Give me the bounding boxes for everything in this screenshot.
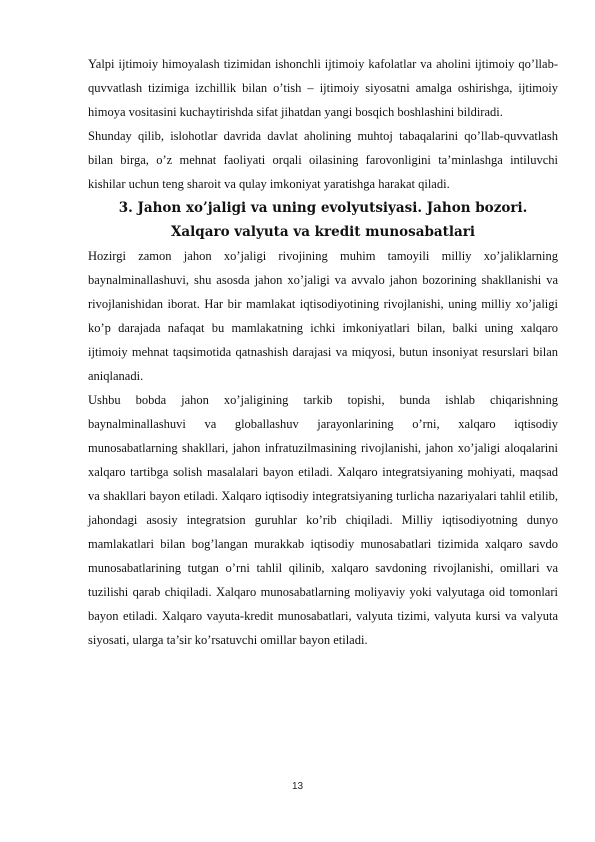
paragraph-reforms: Shunday qilib, islohotlar davrida davlat aholining muhtoj tabaqalarini qo’llab-quvvatlash bilan birga, o’z mehnat faoliyati orqali oilasining farovonligini ta’minlashga intiluvchi kishilar uchun teng sharoit va qulay imkoniyat yaratishga harakat qiladi. (88, 129, 558, 191)
paragraph-social-protection: Yalpi ijtimoiy himoyalash tizimidan ishonchli ijtimoiy kafolatlar va aholini ijtimoiy qo’llab-quvvatlash tizimiga izchillik bilan o’tish – ijtimoiy siyosatni amalga oshirishga, ijtimoiy himoya vositasini kuchaytirishda sifat jihatdan yangi bosqich boshlashini bildiradi. (88, 57, 558, 119)
paragraph-world-economy: Hozirgi zamon jahon xo’jaligi rivojining muhim tamoyili milliy xo’jaliklarning baynalminallashuvi, shu asosda jahon xo’jaligi va avvalo jahon bozorining shakllanishi va rivojlanishidan iborat. Har bir mamlakat iqtisodiyotining rivojlanishi, uning milliy xo’jaligi ko’p darajada nafaqat bu mamlakatning ichki imkoniyatlari bilan, balki uning xalqaro ijtimoiy mehnat taqsimotida qatnashish darajasi va miqyosi, butun insoniyat resurslari bilan aniqlanadi. (88, 249, 558, 383)
page-number: 13 (291, 781, 304, 792)
section-heading: 3. Jahon xo’jaligi va uning evolyutsiyasi. Jahon bozori. Xalqaro valyuta va kredit munosabatlari (118, 200, 528, 240)
document-page (88, 52, 558, 652)
paragraph-chapter-overview: Ushbu bobda jahon xo’jaligining tarkib topishi, bunda ishlab chiqarishning baynalminallashuvi va globallashuv jarayonlarining o’rni, xalqaro iqtisodiy munosabatlarning shakllari, jahon infratuzilmasining rivojlanishi, jahon xo’jaligi aloqalarini xalqaro tartibga solish masalalari bayon etiladi. Xalqaro integratsiyaning mohiyati, maqsad va shakllari bayon etiladi. Xalqaro iqtisodiy integratsiyaning turlicha nazariyalari tahlil etilib, jahondagi asosiy integratsion guruhlar ko’rib chiqiladi. Milliy iqtisodiyotning dunyo mamlakatlari bilan bog’langan murakkab iqtisodiy munosabatlari tizimida xalqaro savdo munosabatlarining tutgan o’rni tahlil qilinib, xalqaro savdoning rivojlanishi, omillari va tuzilishi qarab chiqiladi. Xalqaro munosabatlarning moliyaviy yoki valyutaga oid tomonlari bayon etiladi. Xalqaro vayuta-kredit munosabatlari, valyuta tizimi, valyuta kursi va valyuta siyosati, ularga ta’sir ko’rsatuvchi omillar bayon etiladi. (88, 393, 558, 647)
